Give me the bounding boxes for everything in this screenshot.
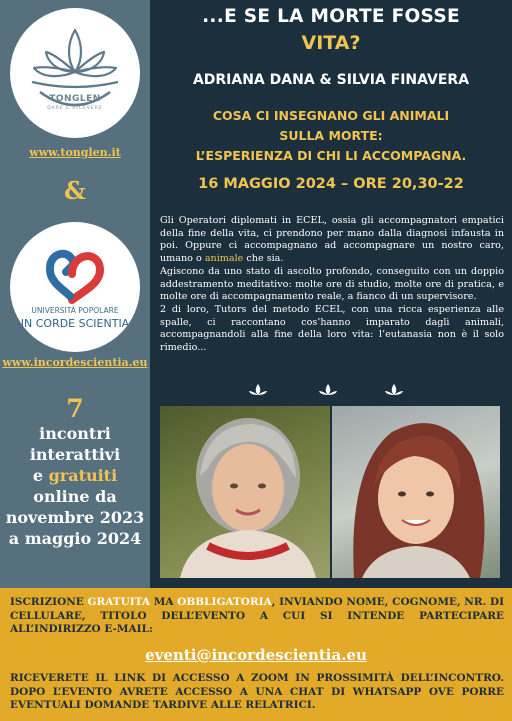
- tonglen-logo: [10, 8, 140, 138]
- description-paragraph-1: [160, 215, 504, 266]
- reg-free: GRATUITA: [87, 596, 151, 608]
- portrait-image: [160, 406, 330, 578]
- meeting-count: 7: [66, 394, 84, 423]
- series-line-5: novembre 2023: [5, 508, 145, 527]
- lotus-logo-icon: [10, 8, 140, 138]
- registration-text: [10, 596, 504, 637]
- portrait-image: [332, 406, 500, 578]
- reg-post: , INVIANDO NOME, COGNOME, NR. DI CELLULARE, TITOLO DELL’EVENTO A CUI SI INTENDE PARTECIPARE ALL’INDIRIZZO E-MAIL:: [10, 596, 505, 636]
- reg-mandatory: OBBLIGATORIA: [177, 596, 272, 608]
- left-sidebar: [0, 0, 150, 588]
- access-info-text: RICEVERETE IL LINK DI ACCESSO A ZOOM IN PROSSIMITÀ DELL’INCONTRO. DOPO L’EVENTO AVRETE ACCESSO A UNA CHAT DI WHATSAPP OVE PORRE EVENTUALI DOMANDE TARDIVE ALLE RELATRICI.: [10, 672, 504, 712]
- registration-email-link[interactable]: eventi@incordescientia.eu: [145, 646, 367, 664]
- description-paragraph-3: 2 di loro, Tutors del metodo ECEL, con una ricca esperienza alle spalle, ci raccontano cos’hanno imparato dagli animali, accompagnandoli alla fine della loro vita: l’eutanasia non è il solo rimedio...: [160, 303, 504, 354]
- event-title-line2: VITA?: [301, 32, 361, 54]
- incordescientia-website-link[interactable]: www.incordescientia.eu: [2, 356, 148, 369]
- series-info: [0, 395, 150, 549]
- incordescientia-logo: [10, 222, 140, 352]
- tonglen-website-link[interactable]: www.tonglen.it: [29, 146, 121, 159]
- event-date: 16 MAGGIO 2024 – ORE 20,30-22: [198, 176, 464, 192]
- event-title-line1: ...E SE LA MORTE FOSSE: [202, 6, 460, 27]
- series-line-4: online da: [33, 487, 117, 506]
- event-subtitle: [150, 106, 512, 166]
- reg-but: MA: [150, 596, 178, 608]
- tonglen-logo-name: TONGLEN: [49, 94, 101, 104]
- subtitle-line3: L’ESPERIENZA DI CHI LI ACCOMPAGNA.: [195, 148, 467, 163]
- lotus-icon: [318, 383, 338, 397]
- subtitle-line1: COSA CI INSEGNANO GLI ANIMALI: [212, 108, 450, 123]
- event-authors: ADRIANA DANA & SILVIA FINAVERA: [192, 72, 470, 88]
- series-line-2: interattivi: [29, 445, 121, 464]
- registration-banner: [0, 588, 512, 721]
- free-highlight: gratuiti: [48, 466, 118, 485]
- reg-pre: ISCRIZIONE: [10, 596, 88, 608]
- ampersand: &: [64, 176, 86, 205]
- series-line-6: a maggio 2024: [8, 529, 142, 548]
- lotus-icon: [384, 383, 404, 397]
- animal-highlight: animale: [204, 253, 244, 265]
- description-p1-b: che sia.: [243, 253, 284, 265]
- description-paragraph-2: Agiscono da uno stato di ascolto profondo, conseguito con un doppio addestramento meditativo: molte ore di studio, molte ore di pratica, e molte ore di accompagnamento reale, a fianco di un supervisore.: [160, 265, 504, 303]
- incordescientia-logo-line1: UNIVERSITÀ POPOLARE: [31, 306, 119, 315]
- speaker-photo-adriana: [160, 406, 330, 578]
- event-description: [160, 215, 504, 355]
- incordescientia-logo-line2: IN CORDE SCIENTIA: [20, 317, 130, 330]
- speaker-photo-silvia: [332, 406, 500, 578]
- series-line-3: [0, 465, 150, 486]
- series-line-1: incontri: [39, 424, 111, 443]
- heart-logo-icon: [10, 222, 140, 352]
- series-line-3-pre: e: [32, 466, 49, 485]
- tonglen-logo-subtitle: DARE E RICEVERE: [47, 106, 103, 111]
- subtitle-line2: SULLA MORTE:: [279, 128, 383, 143]
- description-p1-a: Gli Operatori diplomati in ECEL, ossia gli accompagnatori empatici della fine della vita, ci prendono per mano dalla diagnosi infausta in poi. Oppure ci accompagnano ad accompagnare un nostro caro, umano o: [160, 215, 504, 265]
- lotus-icon: [248, 383, 268, 397]
